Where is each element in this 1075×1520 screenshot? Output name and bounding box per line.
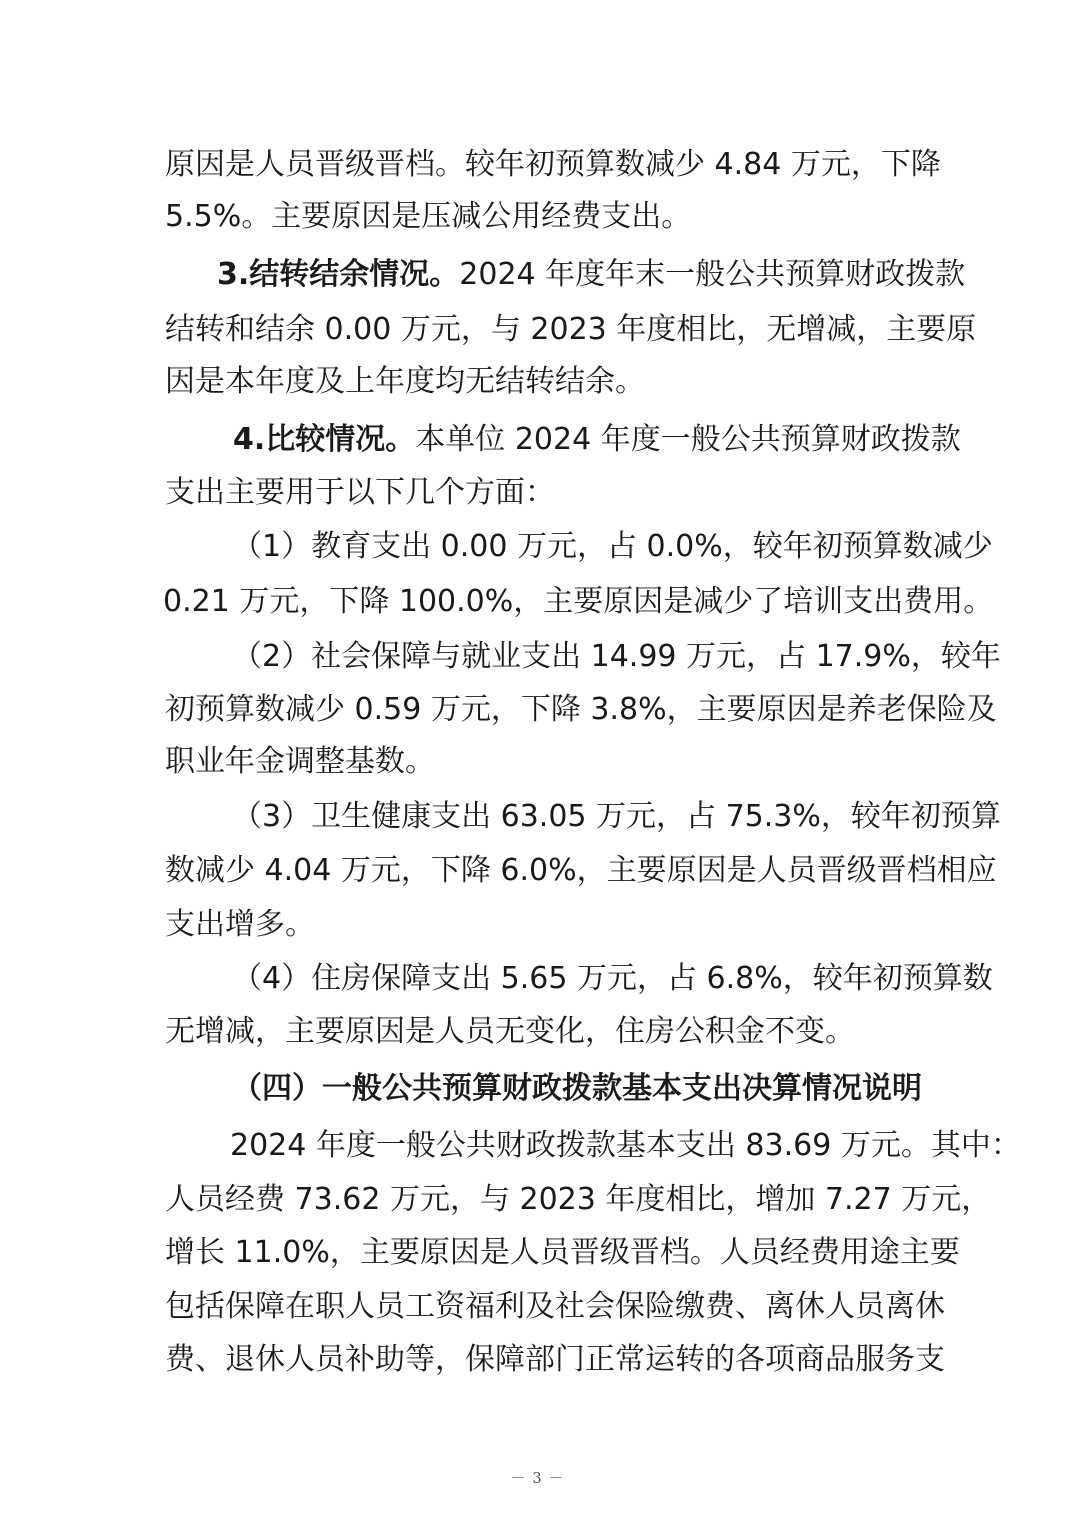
paragraph-line: （2）社会保障与就业支出 14.99 万元，占 17.9%，较年	[232, 639, 1001, 674]
paragraph-line: 支出增多。	[165, 907, 315, 942]
paragraph-line: 支出主要用于以下几个方面：	[165, 475, 555, 510]
paragraph-line: 2024 年度一般公共财政拨款基本支出 83.69 万元。其中：	[230, 1128, 1021, 1163]
paragraph-line: 原因是人员晋级晋档。较年初预算数减少 4.84 万元，下降	[165, 147, 941, 182]
page-number: － 3 －	[510, 1469, 565, 1487]
comparison-heading: 4.比较情况。	[233, 422, 416, 457]
carryover-heading: 3.结转结余情况。	[217, 257, 460, 292]
paragraph-line: 包括保障在职人员工资福利及社会保险缴费、离休人员离休	[165, 1289, 945, 1324]
paragraph-line: 职业年金调整基数。	[165, 744, 435, 779]
paragraph-line: （1）教育支出 0.00 万元，占 0.0%，较年初预算数减少	[232, 529, 993, 564]
paragraph-line: （3）卫生健康支出 63.05 万元，占 75.3%，较年初预算	[232, 799, 1001, 834]
paragraph-line: 因是本年度及上年度均无结转结余。	[165, 364, 645, 399]
carryover-text: 2024 年度年末一般公共预算财政拨款	[459, 257, 966, 292]
paragraph-line: 结转和结余 0.00 万元，与 2023 年度相比，无增减，主要原	[165, 312, 977, 347]
paragraph-line: 初预算数减少 0.59 万元，下降 3.8%，主要原因是养老保险及	[165, 692, 997, 727]
paragraph-line: 人员经费 73.62 万元，与 2023 年度相比，增加 7.27 万元，	[165, 1182, 992, 1217]
section-heading: （四）一般公共预算财政拨款基本支出决算情况说明	[232, 1071, 922, 1106]
paragraph-line	[217, 255, 965, 295]
paragraph-line: 0.21 万元，下降 100.0%，主要原因是减少了培训支出费用。	[163, 584, 994, 619]
paragraph-line: 无增减，主要原因是人员无变化，住房公积金不变。	[165, 1014, 855, 1049]
paragraph-line: 数减少 4.04 万元，下降 6.0%，主要原因是人员晋级晋档相应	[165, 853, 997, 888]
paragraph-line: 增长 11.0%，主要原因是人员晋级晋档。人员经费用途主要	[165, 1235, 960, 1270]
paragraph-line: 费、退休人员补助等，保障部门正常运转的各项商品服务支	[165, 1342, 945, 1377]
paragraph-line: 5.5%。主要原因是压减公用经费支出。	[165, 199, 692, 234]
paragraph-line	[233, 420, 961, 460]
paragraph-line: （4）住房保障支出 5.65 万元，占 6.8%，较年初预算数	[232, 961, 993, 996]
comparison-text: 本单位 2024 年度一般公共预算财政拨款	[415, 422, 961, 457]
